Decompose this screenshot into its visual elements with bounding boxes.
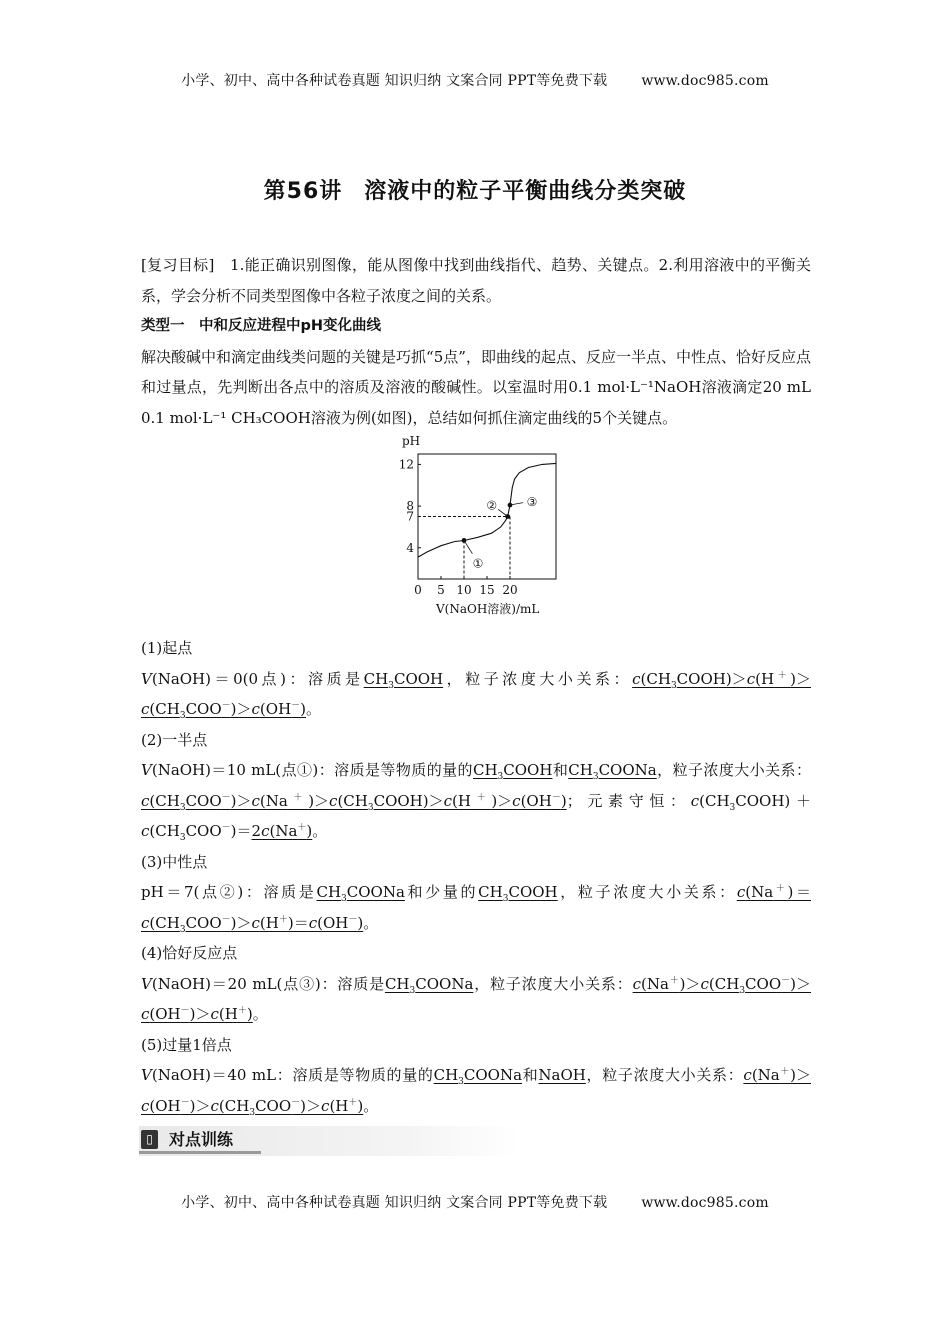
titration-chart-svg [394, 435, 574, 615]
header-site: www.doc985.com [641, 73, 769, 89]
goal-text: 1.能正确识别图像，能从图像中找到曲线指代、趋势、关键点。2.利用溶液中的平衡关系，学会分析不同类型图像中各粒子浓度之间的关系。 [141, 256, 811, 305]
practice-label: 对点训练 [169, 1130, 234, 1149]
x-tick-label: 15 [479, 583, 495, 597]
header-text: 小学、初中、高中各种试卷真题 知识归纳 文案合同 PPT等免费下载 [181, 73, 608, 89]
x-tick-label: 10 [456, 583, 472, 597]
key-point-label: ③ [526, 495, 538, 510]
y-axis-label: pH [402, 435, 421, 448]
key-point-leader [498, 509, 508, 516]
x-axis-label: V(NaOH溶液)/mL [436, 602, 540, 615]
key-point-label: ② [486, 498, 498, 513]
practice-underline [139, 1151, 261, 1154]
main-content [141, 250, 811, 1121]
type1-heading: 类型一 中和反应进程中pH变化曲线 [141, 318, 382, 334]
key-point-label: ① [472, 556, 484, 571]
intro-paragraph: 解决酸碱中和滴定曲线类问题的关键是巧抓“5点”，即曲线的起点、反应一半点、中性点、恰好反应点和过量点，先判断出各点中的溶质及溶液的酸碱性。以室温时用0.1 mol·L⁻¹NaOH溶液滴定20 mL 0.1 mol·L⁻¹ CH₃COOH溶液为例(如图)，总结如何抓住滴定曲线的5个关键点。 [141, 347, 811, 427]
y-tick-label: 7 [406, 509, 414, 524]
y-tick-label: 8 [406, 499, 414, 514]
point2-title: (2)一半点 [141, 730, 208, 749]
footer-site: www.doc985.com [641, 1195, 769, 1211]
page-footer [0, 1192, 950, 1212]
goal-label: [复习目标] [141, 256, 215, 274]
point5-title: (5)过量1倍点 [141, 1035, 232, 1054]
y-tick-label: 4 [406, 540, 414, 555]
x-tick-label: 20 [502, 583, 518, 597]
point3-body: pH＝7(点②)：溶质是$CH_3COONa$和少量的$CH_3COOH$，粒子浓度大小关系：$c(Na^+)=c(CH_3COO^-)>c(H^+)=c(OH^-)$。 [141, 883, 811, 935]
x-tick-label: 0 [414, 583, 422, 597]
page-title [0, 174, 950, 205]
point4-title: (4)恰好反应点 [141, 944, 238, 962]
footer-text: 小学、初中、高中各种试卷真题 知识归纳 文案合同 PPT等免费下载 [181, 1195, 608, 1211]
point5-body: V(NaOH)＝40 mL：溶质是等物质的量的$CH_3COONa$和NaOH，粒子浓度大小关系：$c(Na^+)>c(OH^-)>c(CH_3COO^-)>c(H^+)$。 [141, 1066, 811, 1118]
key-point-leader [464, 540, 472, 553]
titration-chart [141, 433, 811, 633]
title-topic: 溶液中的粒子平衡曲线分类突破 [364, 179, 687, 204]
practice-section-banner [139, 1126, 519, 1156]
point4-body: V(NaOH)＝20 mL(点③)：溶质是$CH_3COONa$，粒子浓度大小关系：$c(Na^+)>c(CH_3COO^-)>c(OH^-)>c(H^+)$。 [141, 974, 811, 1023]
point3-title: (3)中性点 [141, 852, 208, 871]
review-goals [141, 250, 811, 311]
page-header [0, 70, 950, 90]
practice-book-icon: ▯ [141, 1130, 158, 1149]
point1-body: V(NaOH)＝0(0点)：溶质是$CH_3COOH$，粒子浓度大小关系：$c(CH_3COOH)>c(H^+)>c(CH_3COO^-)>c(OH^-)$。 [141, 669, 811, 721]
y-tick-label: 12 [398, 457, 414, 472]
point2-body: V(NaOH)＝10 mL(点①)：溶质是等物质的量的$CH_3COOH$和$CH_3COONa$，粒子浓度大小关系：$c(CH_3COO^-)>c(Na^+)>c(CH_3COOH)>c(H^+)>c(OH^-)$；元素守恒：$c(CH_3COOH)+c(CH_3COO^-)=2c(Na^+)$。 [141, 761, 811, 843]
x-tick-label: 5 [437, 583, 445, 597]
point1-title: (1)起点 [141, 639, 193, 657]
title-lecture: 第56讲 [263, 179, 343, 204]
